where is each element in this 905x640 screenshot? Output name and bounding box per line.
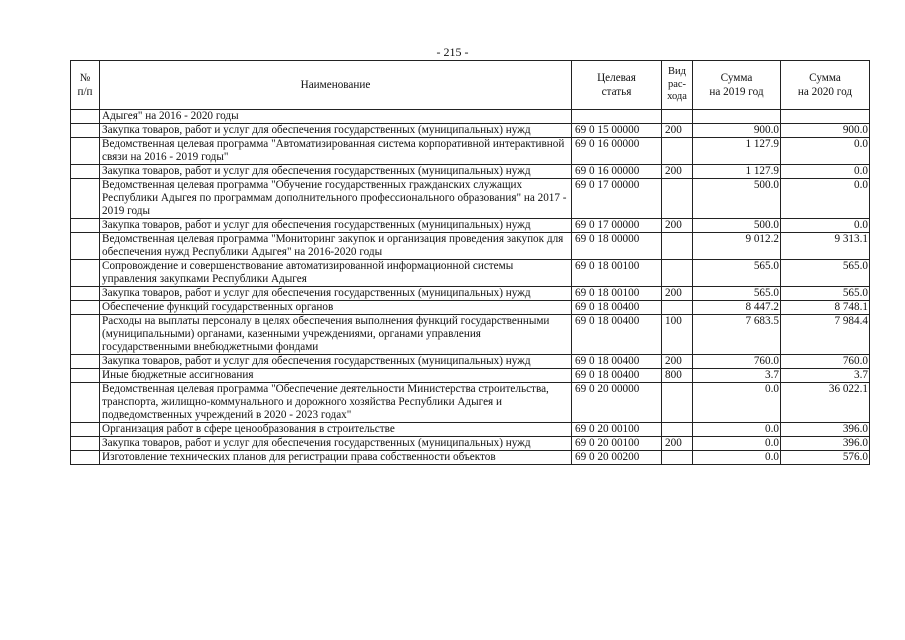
row-number-cell	[71, 260, 100, 287]
page-number: - 215 -	[436, 45, 469, 59]
table-row	[71, 301, 870, 315]
table-row	[71, 124, 870, 138]
row-number-cell	[71, 233, 100, 260]
row-number-cell	[71, 451, 100, 465]
row-sum-2019-cell: 0.0	[693, 437, 781, 451]
row-name-cell: Обеспечение функций государственных органов	[100, 301, 572, 315]
row-sum-2019-cell: 760.0	[693, 355, 781, 369]
table-row	[71, 355, 870, 369]
table-row	[71, 369, 870, 383]
row-expense-type-cell	[662, 233, 693, 260]
row-number-cell	[71, 138, 100, 165]
table-header-row	[71, 61, 870, 110]
header-name: Наименование	[100, 61, 572, 110]
row-number-cell	[71, 287, 100, 301]
row-target-code-cell: 69 0 18 00400	[572, 315, 662, 355]
row-expense-type-cell	[662, 423, 693, 437]
row-expense-type-cell	[662, 138, 693, 165]
row-target-code-cell: 69 0 20 00000	[572, 383, 662, 423]
row-number-cell	[71, 369, 100, 383]
row-name-cell: Ведомственная целевая программа "Мониторинг закупок и организация проведения закупок для обеспечения нужд Республики Адыгея" на 2016-2020 годы	[100, 233, 572, 260]
row-sum-2020-cell: 396.0	[781, 423, 870, 437]
header-target: Целевая статья	[572, 61, 662, 110]
row-number-cell	[71, 110, 100, 124]
row-sum-2019-cell: 7 683.5	[693, 315, 781, 355]
row-sum-2020-cell: 900.0	[781, 124, 870, 138]
row-target-code-cell: 69 0 16 00000	[572, 165, 662, 179]
row-name-cell: Закупка товаров, работ и услуг для обеспечения государственных (муниципальных) нужд	[100, 165, 572, 179]
header-type: Вид рас- хода	[662, 61, 693, 110]
row-target-code-cell: 69 0 17 00000	[572, 219, 662, 233]
row-sum-2020-cell: 9 313.1	[781, 233, 870, 260]
row-name-cell: Организация работ в сфере ценообразования в строительстве	[100, 423, 572, 437]
table-row	[71, 233, 870, 260]
row-expense-type-cell	[662, 383, 693, 423]
row-target-code-cell: 69 0 18 00100	[572, 287, 662, 301]
row-sum-2019-cell: 900.0	[693, 124, 781, 138]
row-target-code-cell	[572, 110, 662, 124]
table-row	[71, 315, 870, 355]
row-name-cell: Ведомственная целевая программа "Обеспечение деятельности Министерства строительства, транспорта, жилищно-коммунального и дорожного хозяйства Республики Адыгея и подведомственных учреждений в 2020 - 2023 годах"	[100, 383, 572, 423]
row-target-code-cell: 69 0 18 00100	[572, 260, 662, 287]
row-sum-2020-cell: 760.0	[781, 355, 870, 369]
row-target-code-cell: 69 0 20 00100	[572, 423, 662, 437]
row-expense-type-cell	[662, 110, 693, 124]
table-row	[71, 110, 870, 124]
row-name-cell: Изготовление технических планов для регистрации права собственности объектов	[100, 451, 572, 465]
table-row	[71, 451, 870, 465]
row-expense-type-cell: 100	[662, 315, 693, 355]
table-row	[71, 179, 870, 219]
row-sum-2019-cell: 565.0	[693, 260, 781, 287]
row-sum-2019-cell: 1 127.9	[693, 165, 781, 179]
row-sum-2019-cell	[693, 110, 781, 124]
header-sum-2020: Сумма на 2020 год	[781, 61, 870, 110]
budget-table	[70, 60, 870, 465]
row-sum-2020-cell: 7 984.4	[781, 315, 870, 355]
row-target-code-cell: 69 0 15 00000	[572, 124, 662, 138]
row-expense-type-cell: 200	[662, 437, 693, 451]
row-expense-type-cell: 200	[662, 124, 693, 138]
table-row	[71, 165, 870, 179]
header-no: № п/п	[71, 61, 100, 110]
row-target-code-cell: 69 0 20 00100	[572, 437, 662, 451]
header-sum-2019: Сумма на 2019 год	[693, 61, 781, 110]
row-sum-2020-cell: 0.0	[781, 179, 870, 219]
row-sum-2020-cell: 396.0	[781, 437, 870, 451]
row-expense-type-cell: 200	[662, 219, 693, 233]
row-number-cell	[71, 355, 100, 369]
table-row	[71, 138, 870, 165]
row-name-cell: Ведомственная целевая программа "Обучение государственных гражданских служащих Республики Адыгея по программам дополнительного профессионального образования" на 2017 - 2019 годы	[100, 179, 572, 219]
row-sum-2020-cell: 565.0	[781, 260, 870, 287]
row-number-cell	[71, 219, 100, 233]
row-sum-2020-cell: 0.0	[781, 165, 870, 179]
row-sum-2020-cell: 576.0	[781, 451, 870, 465]
row-expense-type-cell: 200	[662, 355, 693, 369]
row-sum-2019-cell: 1 127.9	[693, 138, 781, 165]
row-expense-type-cell: 200	[662, 287, 693, 301]
row-number-cell	[71, 179, 100, 219]
row-sum-2019-cell: 500.0	[693, 179, 781, 219]
row-name-cell: Адыгея" на 2016 - 2020 годы	[100, 110, 572, 124]
row-sum-2019-cell: 8 447.2	[693, 301, 781, 315]
row-target-code-cell: 69 0 16 00000	[572, 138, 662, 165]
row-number-cell	[71, 165, 100, 179]
row-sum-2019-cell: 500.0	[693, 219, 781, 233]
row-number-cell	[71, 437, 100, 451]
row-sum-2019-cell: 0.0	[693, 451, 781, 465]
row-expense-type-cell	[662, 260, 693, 287]
row-sum-2020-cell: 0.0	[781, 219, 870, 233]
row-sum-2019-cell: 3.7	[693, 369, 781, 383]
row-expense-type-cell: 800	[662, 369, 693, 383]
row-sum-2020-cell: 565.0	[781, 287, 870, 301]
row-sum-2019-cell: 9 012.2	[693, 233, 781, 260]
row-sum-2019-cell: 0.0	[693, 423, 781, 437]
row-name-cell: Закупка товаров, работ и услуг для обеспечения государственных (муниципальных) нужд	[100, 124, 572, 138]
row-sum-2020-cell: 36 022.1	[781, 383, 870, 423]
row-number-cell	[71, 315, 100, 355]
table-row	[71, 219, 870, 233]
table-row	[71, 437, 870, 451]
table-row	[71, 383, 870, 423]
row-target-code-cell: 69 0 18 00400	[572, 301, 662, 315]
row-sum-2020-cell: 8 748.1	[781, 301, 870, 315]
row-expense-type-cell	[662, 179, 693, 219]
row-number-cell	[71, 383, 100, 423]
row-name-cell: Сопровождение и совершенствование автоматизированной информационной системы управления закупками Республики Адыгея	[100, 260, 572, 287]
row-sum-2020-cell: 0.0	[781, 138, 870, 165]
row-sum-2019-cell: 565.0	[693, 287, 781, 301]
row-target-code-cell: 69 0 18 00400	[572, 355, 662, 369]
row-expense-type-cell	[662, 301, 693, 315]
row-number-cell	[71, 301, 100, 315]
table-row	[71, 423, 870, 437]
table-row	[71, 260, 870, 287]
row-sum-2020-cell: 3.7	[781, 369, 870, 383]
row-target-code-cell: 69 0 18 00400	[572, 369, 662, 383]
row-target-code-cell: 69 0 17 00000	[572, 179, 662, 219]
row-expense-type-cell	[662, 451, 693, 465]
row-target-code-cell: 69 0 20 00200	[572, 451, 662, 465]
row-sum-2020-cell	[781, 110, 870, 124]
table-body	[71, 110, 870, 465]
row-name-cell: Ведомственная целевая программа "Автоматизированная система корпоративной интерактивной связи на 2016 - 2019 годы"	[100, 138, 572, 165]
row-name-cell: Иные бюджетные ассигнования	[100, 369, 572, 383]
row-name-cell: Закупка товаров, работ и услуг для обеспечения государственных (муниципальных) нужд	[100, 287, 572, 301]
row-name-cell: Закупка товаров, работ и услуг для обеспечения государственных (муниципальных) нужд	[100, 355, 572, 369]
row-name-cell: Расходы на выплаты персоналу в целях обеспечения выполнения функций государственными (муниципальными) органами, казенными учреждениями, органами управления государственными внебюджетными фондами	[100, 315, 572, 355]
row-name-cell: Закупка товаров, работ и услуг для обеспечения государственных (муниципальных) нужд	[100, 437, 572, 451]
row-number-cell	[71, 423, 100, 437]
row-number-cell	[71, 124, 100, 138]
row-expense-type-cell: 200	[662, 165, 693, 179]
table-row	[71, 287, 870, 301]
row-sum-2019-cell: 0.0	[693, 383, 781, 423]
row-name-cell: Закупка товаров, работ и услуг для обеспечения государственных (муниципальных) нужд	[100, 219, 572, 233]
row-target-code-cell: 69 0 18 00000	[572, 233, 662, 260]
